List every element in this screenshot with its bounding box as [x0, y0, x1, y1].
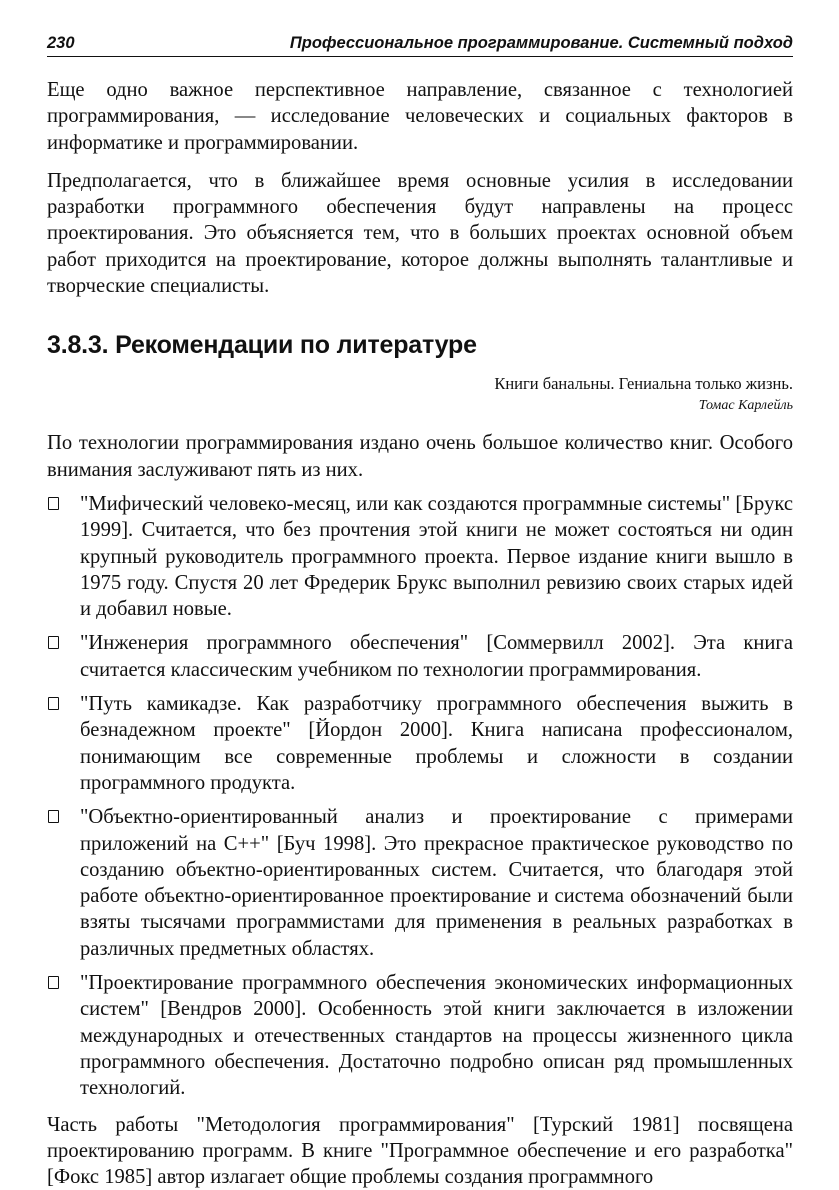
list-item-text: "Путь камикадзе. Как разработчику программного обеспечения выжить в безнадежном проекте" [Йордон 2000]. Книга написана профессионалом, понимающим все современные проблемы и сложности в создании программного продукта.: [80, 693, 793, 794]
checkbox-square-icon: [48, 497, 59, 510]
checkbox-square-icon: [48, 636, 59, 649]
checkbox-square-icon: [48, 976, 59, 989]
list-item: [47, 970, 793, 1101]
paragraph: Предполагается, что в ближайшее время основные усилия в исследовании разработки программного обеспечения будут направлены на процесс проектирования. Это объясняется тем, что в больших проектах основной объем работ приходится на проектирование, которое должны выполнять талантливые и творческие специалисты.: [47, 168, 793, 299]
book-list: [47, 491, 793, 1102]
checkbox-square-icon: [48, 810, 59, 823]
epigraph: [47, 374, 793, 416]
running-header: [47, 34, 793, 57]
list-item: [47, 630, 793, 683]
epigraph-author: Томас Карлейль: [47, 396, 793, 416]
paragraph: Еще одно важное перспективное направление, связанное с технологией программирования, — исследование человеческих и социальных факторов в информатике и программировании.: [47, 77, 793, 156]
list-item-text: "Объектно-ориентированный анализ и проектирование с примерами приложений на C++" [Буч 1998]. Это прекрасное практическое руководство по созданию объектно-ориентированных систем. Считается, что благодаря этой работе объектно-ориентированное проектирование и система обозначений были взяты тысячами программистами для применения в реальных разработках в различных предметных областях.: [80, 806, 793, 959]
checkbox-square-icon: [48, 697, 59, 710]
epigraph-quote: Книги банальны. Гениальна только жизнь.: [47, 374, 793, 394]
closing-paragraph: Часть работы "Методология программирования" [Турский 1981] посвящена проектированию программ. В книге "Программное обеспечение и его разработка" [Фокс 1985] автор излагает общие проблемы создания программного: [47, 1112, 793, 1190]
list-item-text: "Инженерия программного обеспечения" [Соммервилл 2002]. Эта книга считается классическим учебником по технологии программирования.: [80, 632, 793, 680]
running-title: Профессиональное программирование. Системный подход: [290, 34, 793, 53]
list-item-text: "Мифический человеко-месяц, или как создаются программные системы" [Брукс 1999]. Считается, что без прочтения этой книги не может состояться ни один крупный руководитель программного проекта. Первое издание книги вышло в 1975 году. Спустя 20 лет Фредерик Брукс выполнил ревизию своих старых идей и добавил новые.: [80, 493, 793, 620]
list-item: [47, 491, 793, 622]
intro-paragraph: По технологии программирования издано очень большое количество книг. Особого внимания заслуживают пять из них.: [47, 430, 793, 483]
list-item-text: "Проектирование программного обеспечения экономических информационных систем" [Вендров 2000]. Особенность этой книги заключается в изложении международных и отечественных стандартов на процессы жизненного цикла программного обеспечения. Достаточно подробно описан ряд промышленных технологий.: [80, 972, 793, 1099]
page-number: 230: [47, 34, 75, 53]
section-heading: 3.8.3. Рекомендации по литературе: [47, 331, 793, 360]
list-item: [47, 804, 793, 962]
list-item: [47, 691, 793, 796]
book-page: [47, 34, 793, 1190]
